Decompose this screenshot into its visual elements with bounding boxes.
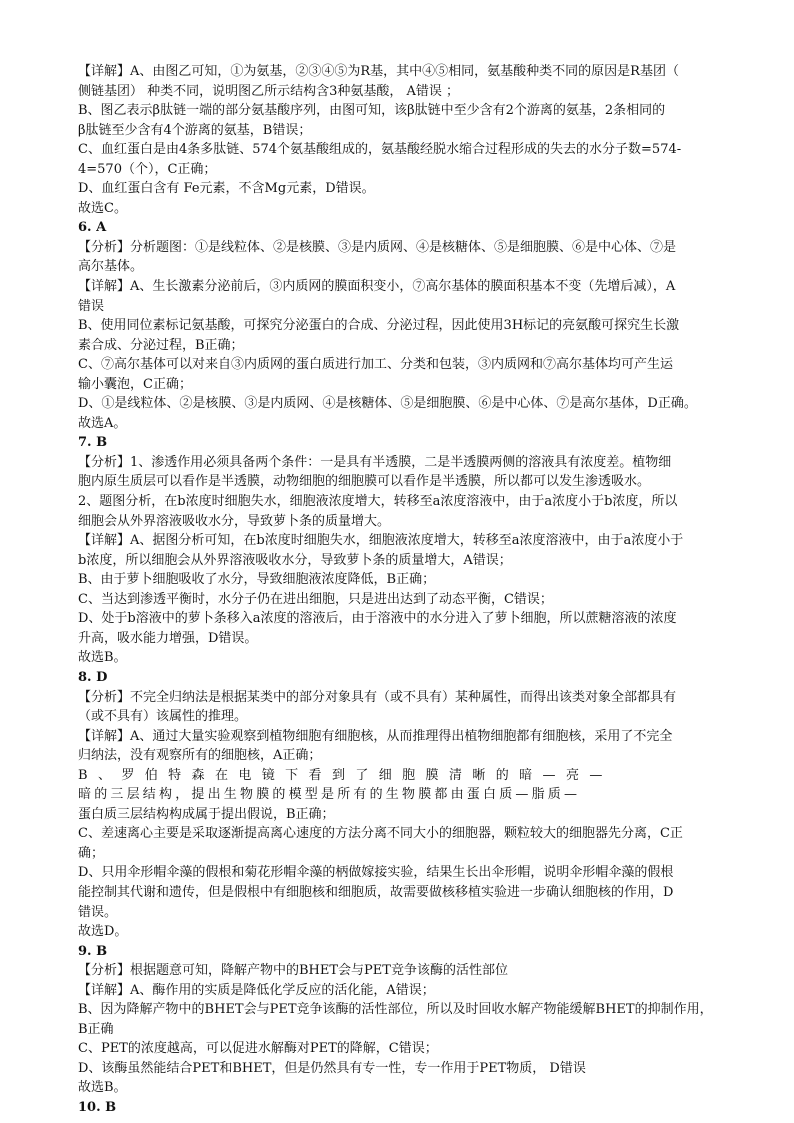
text-line: 【详解】A、通过大量实验观察到植物细胞有细胞核，从而推理得出植物细胞都有细胞核，采用了不完全: [78, 728, 673, 744]
document-page: [78, 62, 718, 1118]
text-line: 【分析】不完全归纳法是根据某类中的部分对象具有（或不具有）某种属性，而得出该类对象全部都具有: [78, 689, 677, 705]
text-line: 故选B。: [78, 1080, 127, 1096]
text-line: C、⑦高尔基体可以对来自③内质网的蛋白质进行加工、分类和包装，③内质网和⑦高尔基体均可产生运: [78, 357, 673, 373]
text-line: C、血红蛋白是由4条多肽链、574个氨基酸组成的，氨基酸经脱水缩合过程形成的失去的水分子数=574-: [78, 142, 682, 158]
question-number: 8. D: [78, 669, 108, 685]
text-line: （或不具有）该属性的推理。: [78, 709, 248, 725]
text-line: 【详解】A、酶作用的实质是降低化学反应的活化能，A错误；: [78, 982, 435, 998]
text-line: D、只用伞形帽伞藻的假根和菊花形帽伞藻的柄做嫁接实验，结果生长出伞形帽，说明伞形帽伞藻的假根: [78, 865, 674, 881]
text-line: 确；: [78, 845, 105, 861]
text-line: b浓度，所以细胞会从外界溶液吸收水分，导致萝卜条的质量增大，A错误；: [78, 552, 512, 568]
text-line: 细胞会从外界溶液吸收水分，导致萝卜条的质量增大。: [78, 513, 391, 529]
text-line: B、由于萝卜细胞吸收了水分，导致细胞液浓度降低，B正确；: [78, 572, 436, 588]
text-line: B、使用同位素标记氨基酸，可探究分泌蛋白的合成、分泌过程，因此使用3H标记的亮氨酸可探究生长激: [78, 318, 680, 334]
text-line: 故选D。: [78, 924, 128, 940]
text-line: 【详解】A、生长激素分泌前后，③内质网的膜面积变小，⑦高尔基体的膜面积基本不变（先增后减），A: [78, 279, 676, 295]
text-line: B正确: [78, 1021, 114, 1037]
text-line: 输小囊泡，C正确；: [78, 376, 192, 392]
text-line: 高尔基体。: [78, 259, 144, 275]
text-line: 【分析】1、渗透作用必须具备两个条件：一是具有半透膜，二是半透膜两侧的溶液具有浓度差。植物细: [78, 454, 672, 470]
text-line: 【详解】A、由图乙可知，①为氨基，②③④⑤为R基，其中④⑤相同，氨基酸种类不同的原因是R基团（: [78, 64, 679, 79]
text-line: B、因为降解产物中的BHET会与PET竞争该酶的活性部位，所以及时回收水解产物能缓解BHET的抑制作用，: [78, 1002, 713, 1018]
text-line: D、①是线粒体、②是核膜、③是内质网、④是核糖体、⑤是细胞膜、⑥是中心体、⑦是高尔基体，D正确。: [78, 396, 697, 412]
text-line: 故选A。: [78, 415, 127, 431]
text-line: 故选C。: [78, 200, 127, 216]
text-line: 4=570（个），C正确；: [78, 161, 217, 177]
text-line: 侧链基团） 种类不同，说明图乙所示结构含3种氨基酸， A错误 ；: [78, 83, 460, 99]
text-line: 【详解】A、据图分析可知，在b浓度时细胞失水，细胞液浓度增大，转移至a浓度溶液中，由于a浓度小于: [78, 533, 684, 549]
text-line: C、当达到渗透平衡时，水分子仍在进出细胞，只是进出达到了动态平衡，C错误；: [78, 591, 553, 607]
question-number: 7. B: [78, 435, 108, 451]
text-line: 2、题图分析，在b浓度时细胞失水，细胞液浓度增大，转移至a浓度溶液中，由于a浓度小于b浓度，所以: [78, 494, 678, 510]
text-line: B、罗伯特森在电镜下看到了细胞膜清晰的暗—亮—: [78, 767, 613, 783]
question-number: 9. B: [78, 943, 108, 959]
question-number: 10. B: [78, 1099, 117, 1115]
text-line: C、差速离心主要是采取逐渐提高离心速度的方法分离不同大小的细胞器，颗粒较大的细胞器先分离，C正: [78, 826, 683, 842]
text-line: 升高，吸水能力增强，D错误。: [78, 630, 258, 646]
text-line: C、PET的浓度越高，可以促进水解酶对PET的降解，C错误；: [78, 1041, 438, 1057]
text-line: 素合成、分泌过程，B正确；: [78, 337, 244, 353]
text-line: 【分析】分析题图：①是线粒体、②是核膜、③是内质网、④是核糖体、⑤是细胞膜、⑥是中心体、⑦是: [78, 239, 677, 255]
question-number: 6. A: [78, 220, 107, 236]
text-line: β肽链至少含有4个游离的氨基，B错误；: [78, 122, 312, 138]
text-line: B、图乙表示β肽链一端的部分氨基酸序列，由图可知，该β肽链中至少含有2个游离的氨基，2条相同的: [78, 103, 666, 119]
text-line: 错误: [78, 298, 105, 314]
text-line: 【分析】根据题意可知，降解产物中的BHET会与PET竞争该酶的活性部位: [78, 963, 508, 979]
text-line: 归纳法，没有观察所有的细胞核，A正确；: [78, 748, 322, 764]
text-line: 暗的三层结构，提出生物膜的模型是所有的生物膜都由蛋白质—脂质—: [78, 787, 581, 803]
text-line: 蛋白质三层结构构成属于提出假说，B正确；: [78, 806, 335, 822]
text-line: D、处于b溶液中的萝卜条移入a浓度的溶液后，由于溶液中的水分进入了萝卜细胞，所以蔗糖溶液的浓度: [78, 611, 677, 627]
text-line: 错误。: [78, 904, 118, 920]
text-line: 胞内原生质层可以看作是半透膜，动物细胞的细胞膜可以看作是半透膜，所以都可以发生渗透吸水。: [78, 474, 651, 490]
text-line: D、该酶虽然能结合PET和BHET，但是仍然具有专一性，专一作用于PET物质， D错误: [78, 1060, 586, 1076]
text-line: D、血红蛋白含有 Fe元素，不含Mg元素，D错误。: [78, 181, 375, 197]
text-line: 能控制其代谢和遗传，但是假根中有细胞核和细胞质，故需要做核移植实验进一步确认细胞核的作用，D: [78, 884, 674, 900]
text-line: 故选B。: [78, 650, 127, 666]
